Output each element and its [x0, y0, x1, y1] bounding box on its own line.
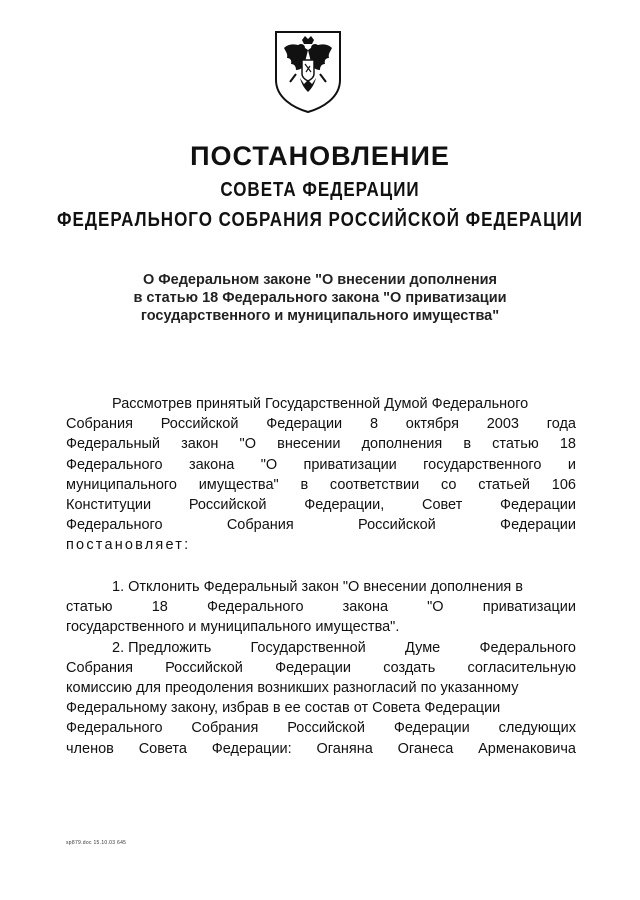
word: "О — [427, 599, 444, 616]
subject-line: государственного и муниципального имущества" — [140, 308, 500, 324]
text-line: 1. Отклонить Федеральный закон "О внесении дополнения в — [112, 579, 524, 595]
word: следующих — [498, 720, 576, 737]
word: Собрания — [66, 659, 133, 676]
text-line — [66, 515, 576, 535]
word: Конституции — [66, 496, 152, 513]
text-line — [66, 638, 576, 658]
word: Федерального — [66, 720, 163, 737]
preamble-paragraph — [66, 394, 576, 556]
subject-line: в статью 18 Федерального закона "О приватизации — [133, 290, 507, 306]
word: Федерального — [66, 456, 163, 473]
text-line — [66, 495, 576, 515]
word: статьей — [478, 476, 531, 493]
word: 8 — [369, 416, 379, 433]
resolution-verb: постановляет: — [66, 537, 191, 554]
word: 18 — [151, 599, 168, 616]
word: "О — [239, 436, 256, 453]
word: Российской — [287, 720, 365, 737]
word: в — [300, 476, 309, 493]
word: Думе — [404, 639, 441, 656]
word: Собрания — [191, 720, 259, 737]
word: Федерации: — [211, 740, 292, 757]
word: Российской — [160, 416, 239, 433]
word: Федеральный — [66, 436, 160, 453]
text-line — [66, 658, 576, 678]
word: статью — [492, 436, 539, 453]
word: 18 — [559, 436, 576, 453]
word: закон — [181, 436, 219, 453]
word: приватизации — [482, 599, 576, 616]
word: Федерации — [275, 659, 351, 676]
word: Федерального — [479, 639, 576, 656]
text-line — [66, 455, 576, 475]
word: имущества" — [198, 476, 279, 493]
word: и — [567, 456, 576, 473]
word: Федерации — [500, 496, 576, 513]
word: внесении — [277, 436, 341, 453]
text-line — [66, 434, 576, 454]
word: Федерации — [393, 720, 470, 737]
text-line: комиссию для преодоления возникших разногласий по указанному — [66, 679, 519, 696]
issuer-line-full: ФЕДЕРАЛЬНОГО СОБРАНИЯ РОССИЙСКОЙ ФЕДЕРАЦИИ — [57, 208, 583, 231]
text-line: государственного и муниципального имущества". — [66, 619, 400, 636]
resolution-items — [66, 577, 576, 759]
word: Федерации, — [304, 496, 385, 513]
word: в — [463, 436, 472, 453]
document-title: ПОСТАНОВЛЕНИЕ — [190, 141, 450, 171]
word: Оганяна — [316, 740, 373, 757]
word: муниципального — [66, 476, 177, 493]
document-subject — [60, 271, 580, 325]
word: Российской — [165, 659, 243, 676]
word: Арменаковича — [478, 740, 576, 757]
text-line — [66, 739, 576, 759]
word: соответствии — [329, 476, 420, 493]
text-line — [66, 475, 576, 495]
word: создать — [383, 659, 436, 676]
word: приватизации — [303, 456, 397, 473]
subject-line: О Федеральном законе "О внесении дополнения — [142, 272, 498, 288]
file-code-footer: sp879.doc 15.10.03 645 — [66, 840, 127, 846]
word: октября — [405, 416, 459, 433]
word: членов — [66, 740, 114, 757]
word: согласительную — [467, 659, 576, 676]
word: Собрания — [226, 517, 294, 534]
word: года — [546, 416, 576, 433]
word: Совет — [421, 496, 463, 513]
word: Федерального — [206, 599, 304, 616]
word: Государственной — [250, 639, 366, 656]
text-line — [66, 414, 576, 434]
word: дополнения — [361, 436, 443, 453]
text-line: Федеральному закону, избрав в ее состав от Совета Федерации — [66, 700, 501, 717]
word: 2. Предложить — [112, 639, 212, 656]
word: Российской — [188, 496, 267, 513]
word: государственного — [423, 456, 542, 473]
word: Федерации — [500, 517, 576, 534]
word: со — [440, 476, 457, 493]
text-line — [66, 718, 576, 738]
word: Федерации — [266, 416, 343, 433]
word: 2003 — [486, 416, 519, 433]
issuer-line: СОВЕТА ФЕДЕРАЦИИ — [220, 178, 420, 201]
word: Федерального — [66, 517, 163, 534]
text-line: Рассмотрев принятый Государственной Думой Федерального — [112, 396, 529, 412]
word: "О — [260, 456, 278, 473]
word: Совета — [138, 740, 187, 757]
russian-coat-of-arms-icon — [272, 28, 344, 114]
word: Российской — [358, 517, 436, 534]
word: статью — [66, 599, 113, 616]
word: закона — [342, 599, 389, 616]
word: Оганеса — [397, 740, 454, 757]
word: Собрания — [66, 416, 133, 433]
word: закона — [188, 456, 235, 473]
text-line — [66, 597, 576, 617]
word: 106 — [551, 476, 576, 493]
